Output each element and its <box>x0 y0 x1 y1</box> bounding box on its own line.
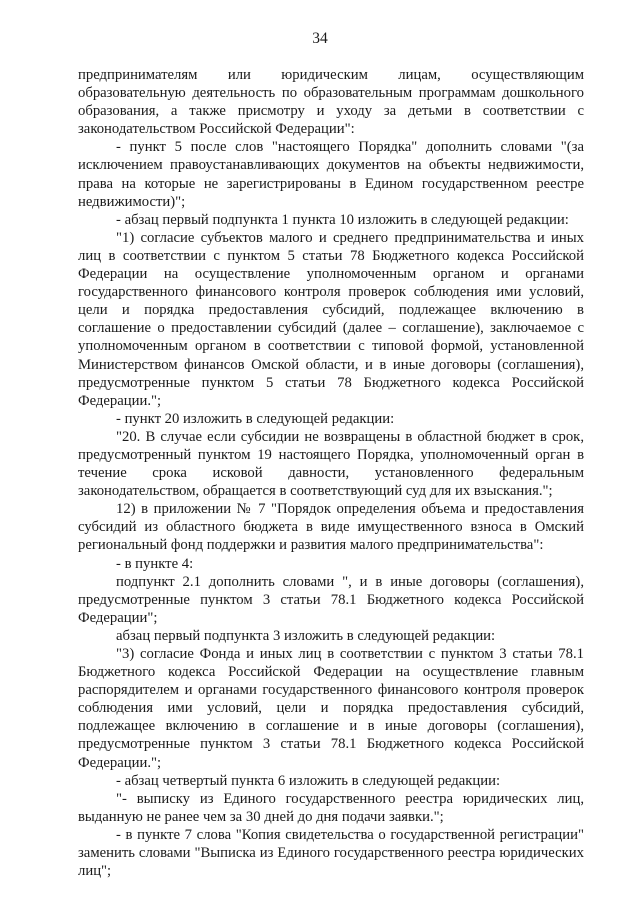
paragraph: 12) в приложении № 7 "Порядок определения объема и предоставления субсидий из областного бюджета в виде имущественного взноса в Омский региональный фонд поддержки и развития малого предпринимательства": <box>78 501 584 554</box>
paragraph: - в пункте 7 слова "Копия свидетельства о государственной регистрации" заменить словами "Выписка из Единого государственного реестра юридических лиц"; <box>78 826 584 880</box>
paragraph: "3) согласие Фонда и иных лиц в соответствии с пунктом 3 статьи 78.1 Бюджетного кодекса Российской Федерации на осуществление главным распорядителем и органами государственного финансового контроля проверок соблюдения ими условий, цели и порядка предоставления субсидий, подлежащее включению в соглашение и в иные договоры (соглашения), предусмотренные пунктом 3 статьи 78.1 Бюджетного кодекса Российской Федерации."; <box>78 646 584 771</box>
paragraph: - пункт 5 после слов "настоящего Порядка" дополнить словами "(за исключением правоустанавливающих документов на объекты недвижимости, права на которые не зарегистрированы в Едином государственном реестре недвижимости)"; <box>78 139 584 210</box>
paragraph: - в пункте 4: <box>116 555 194 572</box>
paragraph: - абзац четвертый пункта 6 изложить в следующей редакции: <box>116 772 501 789</box>
paragraph: абзац первый подпункта 3 изложить в следующей редакции: <box>116 627 496 644</box>
paragraph: подпункт 2.1 дополнить словами ", и в иные договоры (соглашения), предусмотренные пунктом 3 статьи 78.1 Бюджетного кодекса Российской Федерации"; <box>78 573 584 626</box>
paragraph: "20. В случае если субсидии не возвращены в областной бюджет в срок, предусмотренный пунктом 19 настоящего Порядка, уполномоченный орган в течение срока исковой давности, установленного федеральным законодательством, обращается в соответствующий суд для их взыскания."; <box>78 428 584 500</box>
paragraph: предпринимателям или юридическим лицам, осуществляющим образовательную деятельность по образовательным программам дошкольного образования, а также присмотру и уходу за детьми в соответствии с законодательством Российской Федерации": <box>78 67 584 138</box>
paragraph: "- выписку из Единого государственного реестра юридических лиц, выданную не ранее чем за 30 дней до дня подачи заявки."; <box>78 790 584 825</box>
page-number: 34 <box>312 30 328 47</box>
paragraph: - пункт 20 изложить в следующей редакции: <box>116 410 395 427</box>
paragraph: - абзац первый подпункта 1 пункта 10 изложить в следующей редакции: <box>116 211 569 228</box>
paragraph: "1) согласие субъектов малого и среднего предпринимательства и иных лиц в соответствии с пунктом 5 статьи 78 Бюджетного кодекса Российской Федерации на осуществление уполномоченным органом и органами государственного финансового контроля проверок соблюдения ими условий, цели и порядка предоставления субсидий, подлежащее включению в соглашение о предоставлении субсидий (далее – соглашение), заключаемое с уполномоченным органом в соответствии с типовой формой, установленной Министерством финансов Омской области, и в иные договоры (соглашения), предусмотренные пунктом 5 статьи 78 Бюджетного кодекса Российской Федерации."; <box>78 229 584 409</box>
document-body <box>78 66 584 880</box>
